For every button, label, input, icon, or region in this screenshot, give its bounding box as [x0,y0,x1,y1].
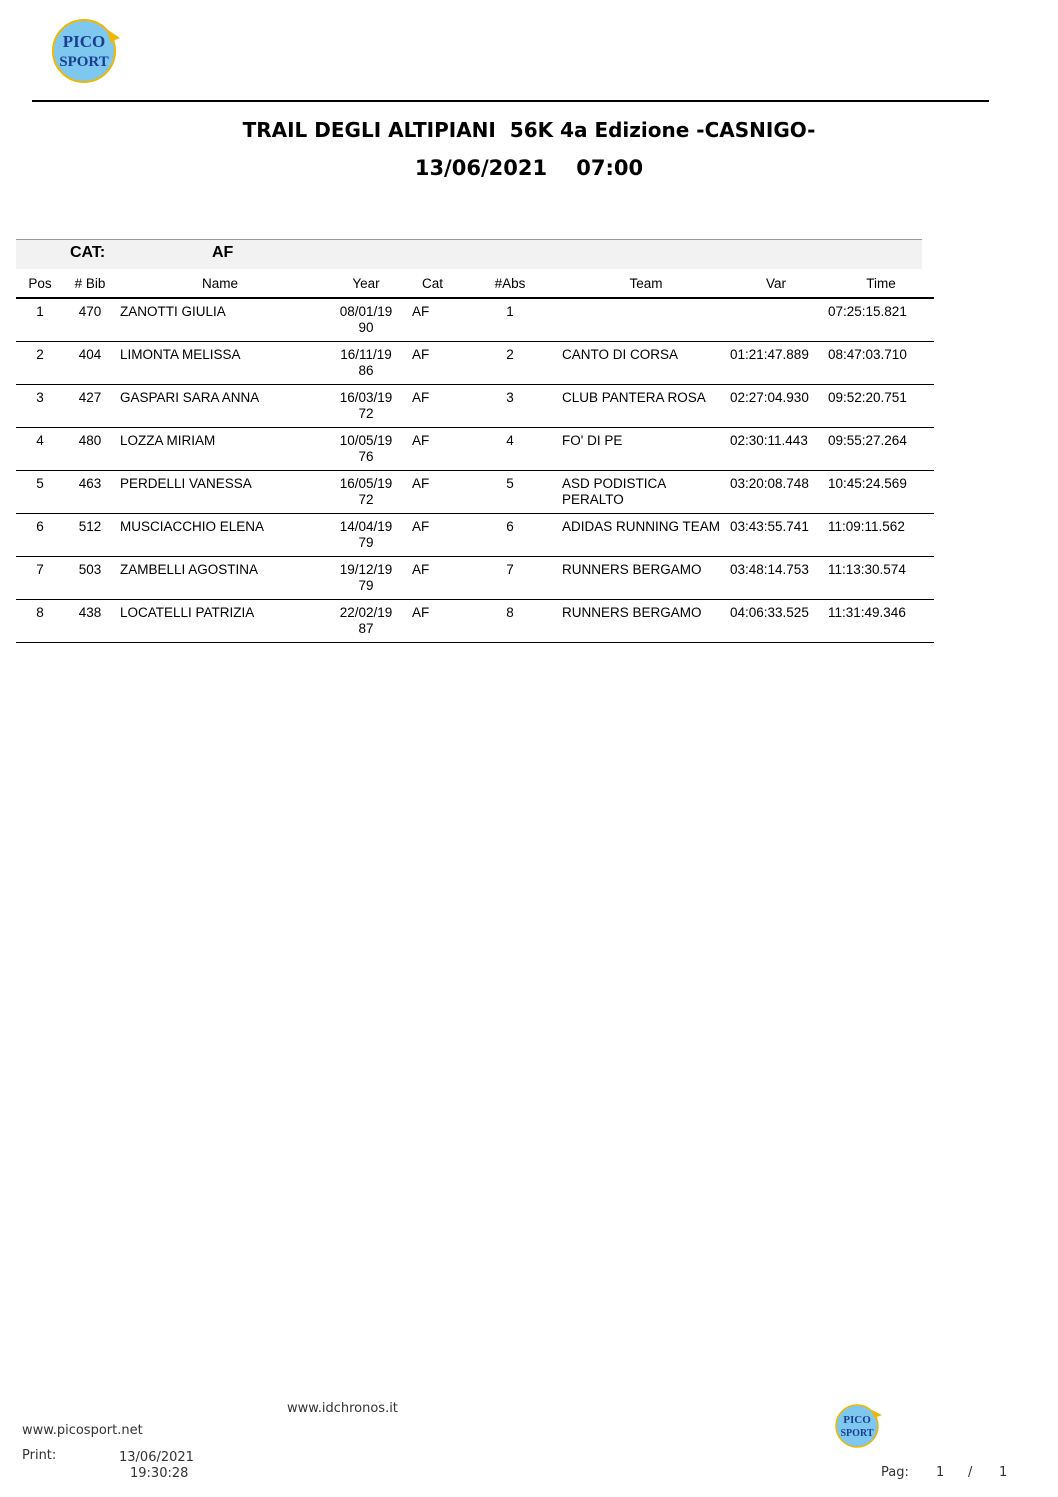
cell-cat: AF [412,605,430,620]
race-datetime: 13/06/2021 07:00 [414,156,644,180]
results-table-container [16,239,922,643]
table-header-row [16,269,934,298]
cell-time: 07:25:15.821 [828,304,907,319]
cell-name: MUSCIACCHIO ELENA [120,519,265,534]
cell-cat: AF [412,476,430,491]
cell-bib: 470 [78,304,102,319]
cell-var: 01:21:47.889 [730,347,809,362]
cell-time: 10:45:24.569 [828,476,907,491]
cell-var: 03:43:55.741 [730,519,809,534]
table-row [16,298,934,342]
cell-team: RUNNERS BERGAMO [562,605,702,620]
col-year: Year [320,269,412,298]
cell-var: 03:48:14.753 [730,562,809,577]
col-abs: #Abs [460,269,560,298]
cell-name: PERDELLI VANESSA [120,476,252,491]
picosport-link[interactable]: www.picosport.net [22,1423,143,1438]
cell-year: 16/05/19 72 [339,476,393,507]
cell-team: FO' DI PE [562,433,623,448]
cell-cat: AF [412,347,430,362]
print-label: Print: [22,1448,57,1463]
cell-cat: AF [412,519,430,534]
cell-pos: 5 [36,476,44,491]
cell-var: 02:27:04.930 [730,390,809,405]
cell-team: CLUB PANTERA ROSA [562,390,706,405]
logo-text-1: PICO [62,32,106,51]
col-name: Name [116,269,320,298]
cell-pos: 1 [36,304,44,319]
cell-cat: AF [412,433,430,448]
cell-year: 16/03/19 72 [339,390,393,421]
cell-cat: AF [412,562,430,577]
cell-year: 22/02/19 87 [339,605,393,636]
cell-time: 11:31:49.346 [828,605,906,620]
cell-abs: 4 [506,433,514,448]
cell-team: ASD PODISTICA PERALTO [562,476,666,507]
cell-team: ADIDAS RUNNING TEAM [562,519,721,534]
cell-pos: 4 [36,433,44,448]
cell-var: 02:30:11.443 [730,433,808,448]
cell-team: RUNNERS BERGAMO [562,562,702,577]
pico-sport-logo-small [830,1400,884,1450]
cell-time: 09:55:27.264 [828,433,907,448]
table-row [16,428,934,471]
cell-team: CANTO DI CORSA [562,347,679,362]
cell-var: 03:20:08.748 [730,476,809,491]
cell-abs: 8 [506,605,514,620]
table-row [16,471,934,514]
cell-var: 04:06:33.525 [730,605,809,620]
logo-small-text-1: PICO [843,1414,871,1426]
cell-time: 09:52:20.751 [828,390,907,405]
cell-pos: 6 [36,519,44,534]
table-row [16,600,934,643]
cell-team [560,298,730,342]
table-row [16,385,934,428]
cell-cat: AF [412,390,430,405]
pico-sport-logo [46,16,122,86]
cell-name: LOZZA MIRIAM [120,433,216,448]
cell-abs: 7 [506,562,514,577]
cell-name: LOCATELLI PATRIZIA [120,605,255,620]
table-row [16,342,934,385]
page-total: 1 [999,1465,1008,1480]
table-row [16,557,934,600]
cell-bib: 404 [78,347,102,362]
cell-pos: 7 [36,562,44,577]
cell-abs: 3 [506,390,514,405]
logo-text-2: SPORT [59,54,109,70]
cell-pos: 3 [36,390,44,405]
cell-year: 16/11/19 86 [340,347,392,378]
cell-pos: 8 [36,605,44,620]
cell-bib: 480 [78,433,102,448]
page-separator: / [968,1465,973,1480]
page-current: 1 [936,1465,945,1480]
col-var: Var [730,269,822,298]
col-team: Team [560,269,730,298]
page-label: Pag: [881,1465,909,1480]
cell-bib: 438 [78,605,102,620]
cell-cat: AF [412,304,430,319]
category-value: AF [212,244,234,261]
results-table [16,269,934,643]
cell-abs: 6 [506,519,514,534]
header-divider [32,100,989,102]
cell-name: GASPARI SARA ANNA [120,390,260,405]
col-bib: # Bib [64,269,116,298]
col-cat: Cat [412,269,460,298]
cell-time: 08:47:03.710 [828,347,907,362]
print-time: 19:30:28 [130,1466,189,1481]
cell-var [730,298,822,342]
cell-year: 08/01/19 90 [339,304,393,335]
col-time: Time [822,269,934,298]
cell-bib: 503 [78,562,102,577]
cell-year: 19/12/19 79 [339,562,393,593]
cell-time: 11:09:11.562 [828,519,905,534]
cell-name: ZAMBELLI AGOSTINA [120,562,259,577]
cell-bib: 463 [78,476,102,491]
logo-small-text-2: SPORT [840,1428,874,1439]
cell-name: ZANOTTI GIULIA [120,304,226,319]
cell-year: 14/04/19 79 [339,519,393,550]
cell-bib: 512 [78,519,102,534]
cell-abs: 2 [506,347,514,362]
category-label: CAT: [70,244,106,261]
cell-name: LIMONTA MELISSA [120,347,241,362]
race-title: TRAIL DEGLI ALTIPIANI 56K 4a Edizione -CASNIGO- [242,118,816,142]
idchronos-link[interactable]: www.idchronos.it [287,1401,398,1416]
table-row [16,514,934,557]
cell-bib: 427 [78,390,102,405]
cell-abs: 5 [506,476,514,491]
print-date: 13/06/2021 [119,1450,194,1465]
cell-year: 10/05/19 76 [339,433,393,464]
cell-abs: 1 [506,304,514,319]
category-bar [16,239,922,269]
cell-time: 11:13:30.574 [828,562,906,577]
cell-pos: 2 [36,347,44,362]
col-pos: Pos [16,269,64,298]
